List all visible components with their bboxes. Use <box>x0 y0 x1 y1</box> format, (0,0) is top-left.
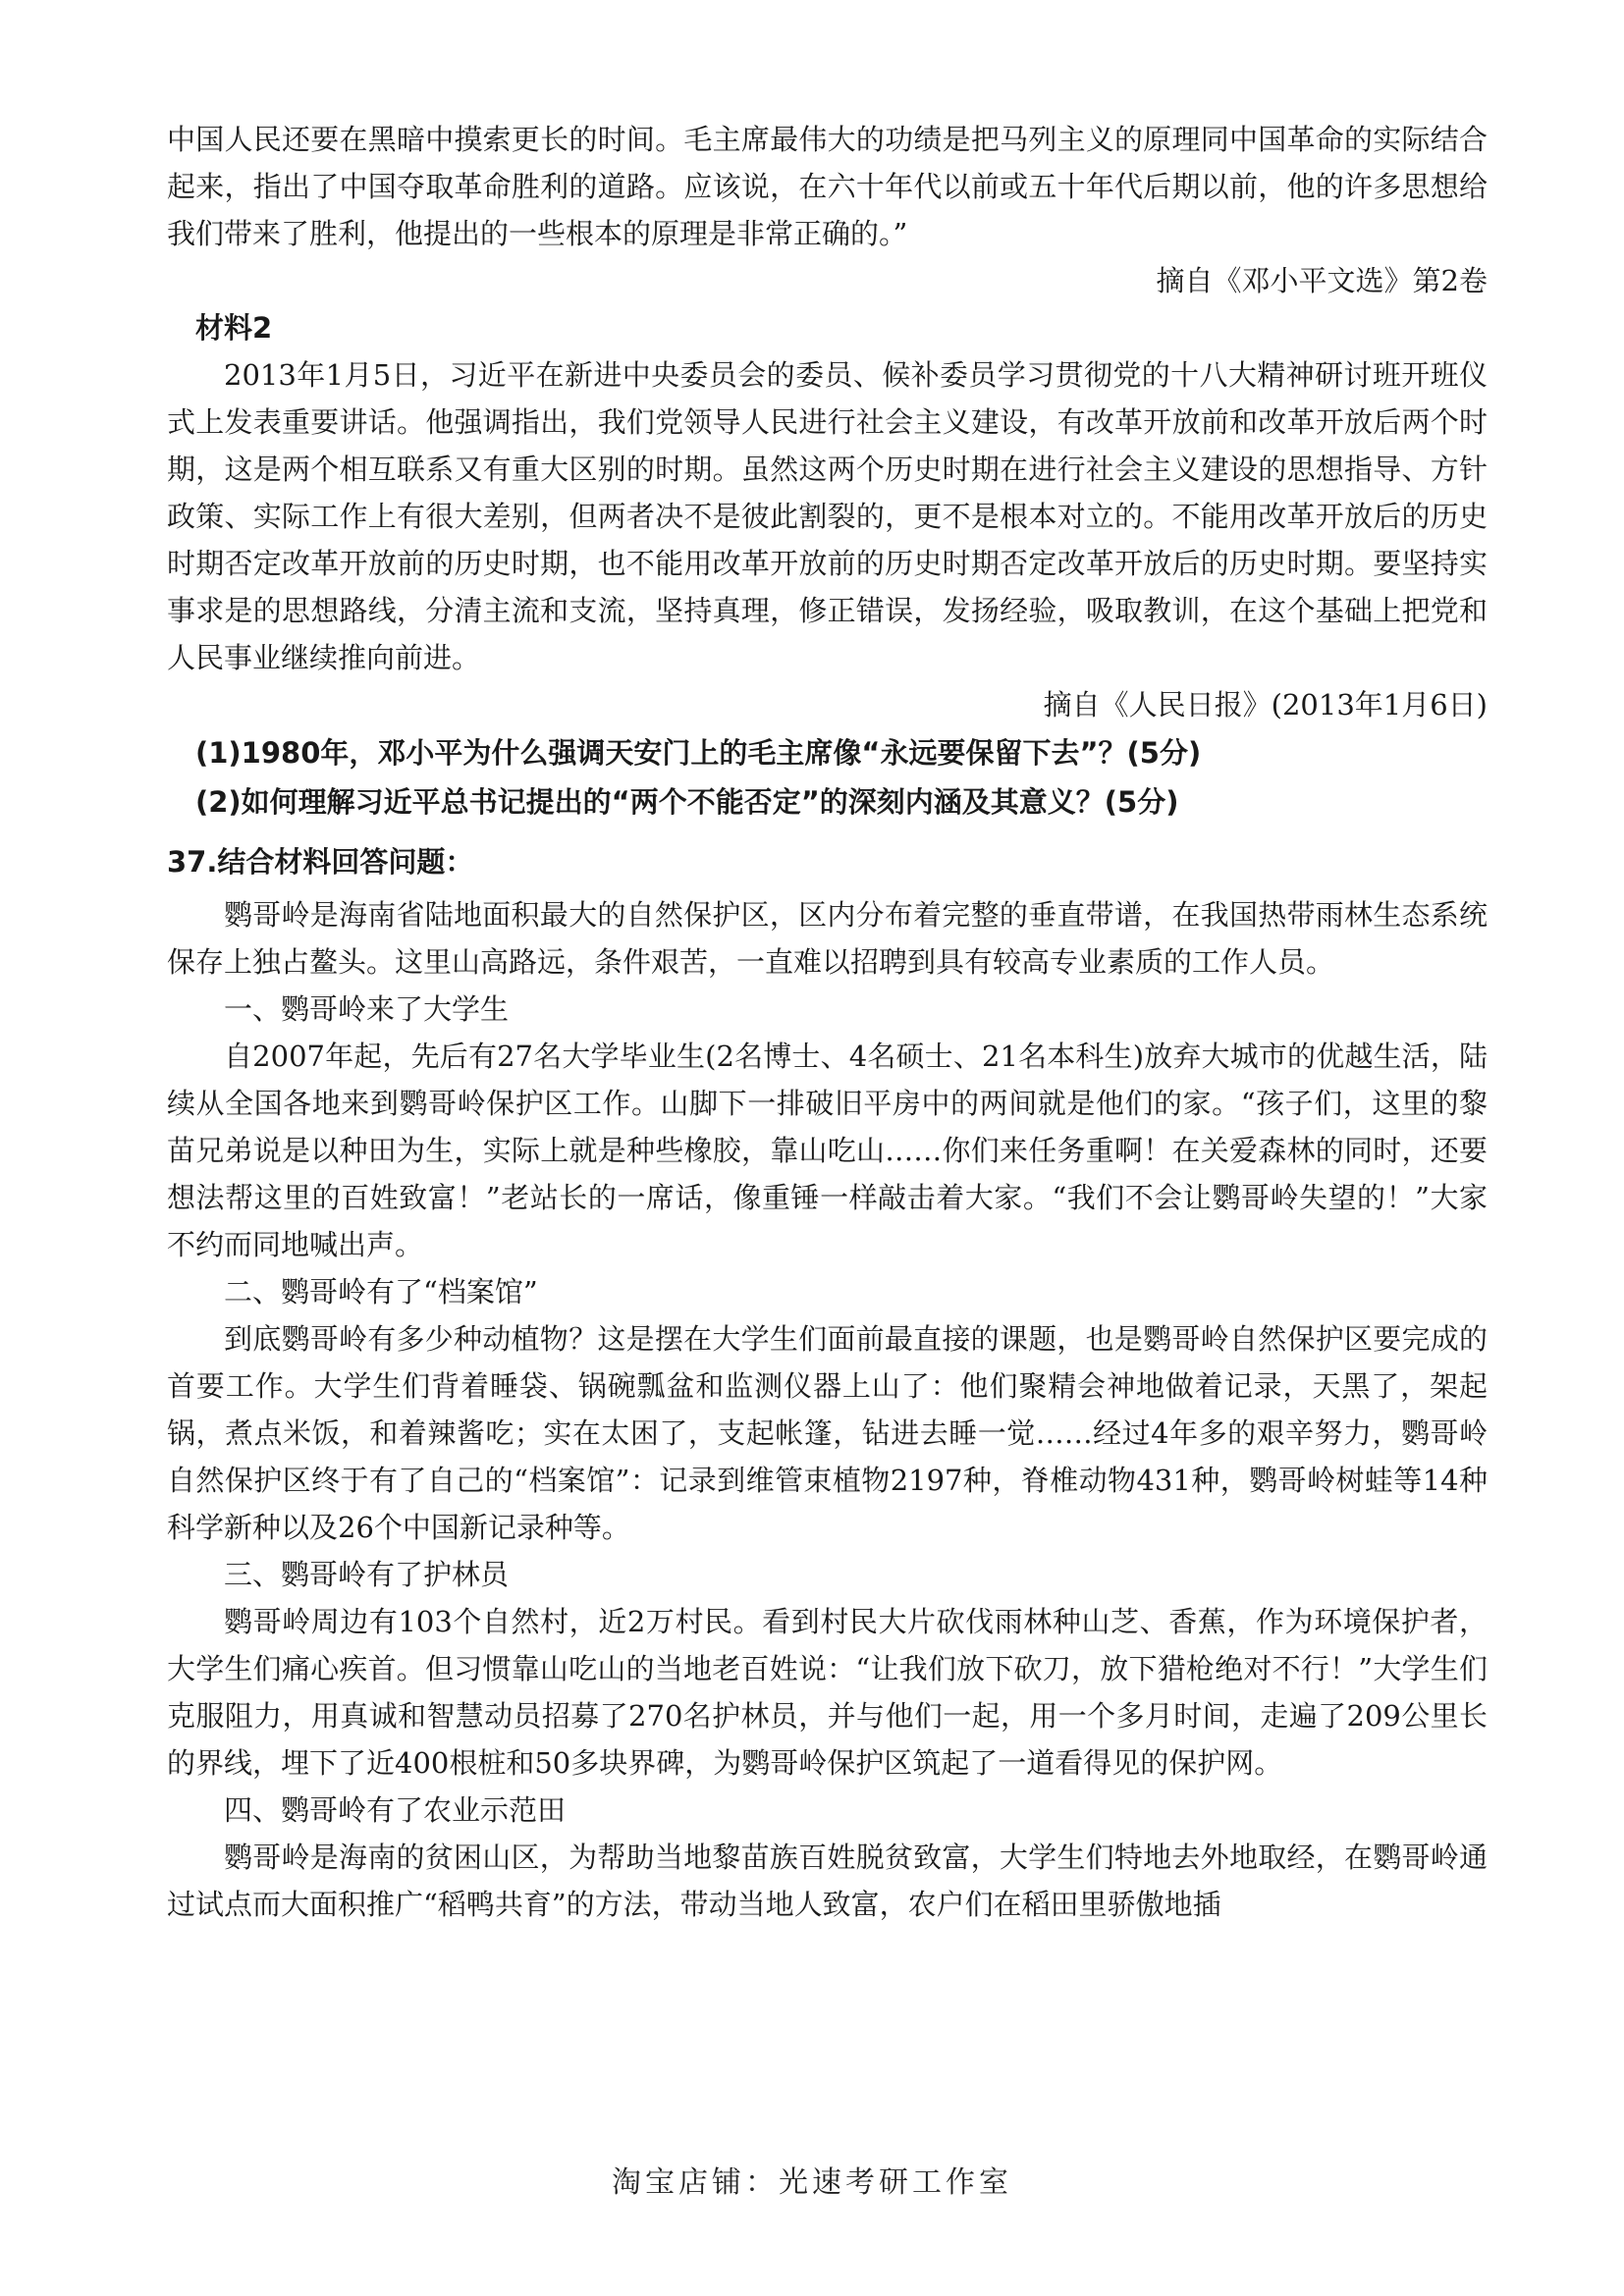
material2-source: 摘自《人民日报》(2013年1月6日) <box>1043 688 1488 721</box>
question-36-2: (2)如何理解习近平总书记提出的“两个不能否定”的深刻内涵及其意义？(5分) <box>195 785 1179 819</box>
material2-text: 2013年1月5日，习近平在新进中央委员会的委员、候补委员学习贯彻党的十八大精神研讨班开班仪式上发表重要讲话。他强调指出，我们党领导人民进行社会主义建设，有改革开放前和改革开放后两个时期，这是两个相互联系又有重大区别的时期。虽然这两个历史时期在进行社会主义建设的思想指导、方针政策、实际工作上有很大差别，但两者决不是彼此割裂的，更不是根本对立的。不能用改革开放后的历史时期否定改革开放前的历史时期，也不能用改革开放前的历史时期否定改革开放后的历史时期。要坚持实事求是的思想路线，分清主流和支流，坚持真理，修正错误，发扬经验，吸取教训，在这个基础上把党和人民事业继续推向前进。 <box>167 358 1488 674</box>
section-body-1: 自2007年起，先后有27名大学毕业生(2名博士、4名硕士、21名本科生)放弃大城市的优越生活，陆续从全国各地来到鹦哥岭保护区工作。山脚下一排破旧平房中的两间就是他们的家。“孩子们，这里的黎苗兄弟说是以种田为生，实际上就是种些橡胶，靠山吃山……你们来任务重啊！在关爱森林的同时，还要想法帮这里的百姓致富！”老站长的一席话，像重锤一样敲击着大家。“我们不会让鹦哥岭失望的！”大家不约而同地喊出声。 <box>167 1040 1488 1261</box>
question-37-intro: 鹦哥岭是海南省陆地面积最大的自然保护区，区内分布着完整的垂直带谱，在我国热带雨林生态系统保存上独占鳌头。这里山高路远，条件艰苦，一直难以招聘到具有较高专业素质的工作人员。 <box>167 898 1488 979</box>
material1-source: 摘自《邓小平文选》第2卷 <box>1156 264 1488 297</box>
section-heading-3: 三、鹦哥岭有了护林员 <box>224 1558 510 1591</box>
section-body-2: 到底鹦哥岭有多少种动植物？这是摆在大学生们面前最直接的课题，也是鹦哥岭自然保护区要完成的首要工作。大学生们背着睡袋、锅碗瓢盆和监测仪器上山了：他们聚精会神地做着记录，天黑了，架起锅，煮点米饭，和着辣酱吃；实在太困了，支起帐篷，钻进去睡一觉……经过4年多的艰辛努力，鹦哥岭自然保护区终于有了自己的“档案馆”：记录到维管束植物2197种，脊椎动物431种，鹦哥岭树蛙等14种科学新种以及26个中国新记录种等。 <box>167 1322 1488 1544</box>
page-content <box>167 116 1488 1928</box>
footer-shop-label: 淘宝店铺：光速考研工作室 <box>612 2165 1012 2200</box>
material2-label: 材料2 <box>195 311 273 345</box>
question-36-1: (1)1980年，邓小平为什么强调天安门上的毛主席像“永远要保留下去”？(5分) <box>195 736 1202 770</box>
section-heading-4: 四、鹦哥岭有了农业示范田 <box>224 1793 567 1827</box>
section-body-4: 鹦哥岭是海南的贫困山区，为帮助当地黎苗族百姓脱贫致富，大学生们特地去外地取经，在鹦哥岭通过试点而大面积推广“稻鸭共育”的方法，带动当地人致富，农户们在稻田里骄傲地插 <box>167 1841 1488 1921</box>
section-heading-1: 一、鹦哥岭来了大学生 <box>224 992 510 1026</box>
question-37-title: 37.结合材料回答问题： <box>167 845 474 879</box>
section-body-3: 鹦哥岭周边有103个自然村，近2万村民。看到村民大片砍伐雨林种山芝、香蕉，作为环境保护者，大学生们痛心疾首。但习惯靠山吃山的当地老百姓说：“让我们放下砍刀，放下猎枪绝对不行！”大学生们克服阻力，用真诚和智慧动员招募了270名护林员，并与他们一起，用一个多月时间，走遍了209公里长的界线，埋下了近400根桩和50多块界碑，为鹦哥岭保护区筑起了一道看得见的保护网。 <box>167 1605 1488 1780</box>
section-heading-2: 二、鹦哥岭有了“档案馆” <box>224 1275 538 1308</box>
material1-continued-text: 中国人民还要在黑暗中摸索更长的时间。毛主席最伟大的功绩是把马列主义的原理同中国革命的实际结合起来，指出了中国夺取革命胜利的道路。应该说，在六十年代以前或五十年代后期以前，他的许多思想给我们带来了胜利，他提出的一些根本的原理是非常正确的。” <box>167 123 1488 250</box>
